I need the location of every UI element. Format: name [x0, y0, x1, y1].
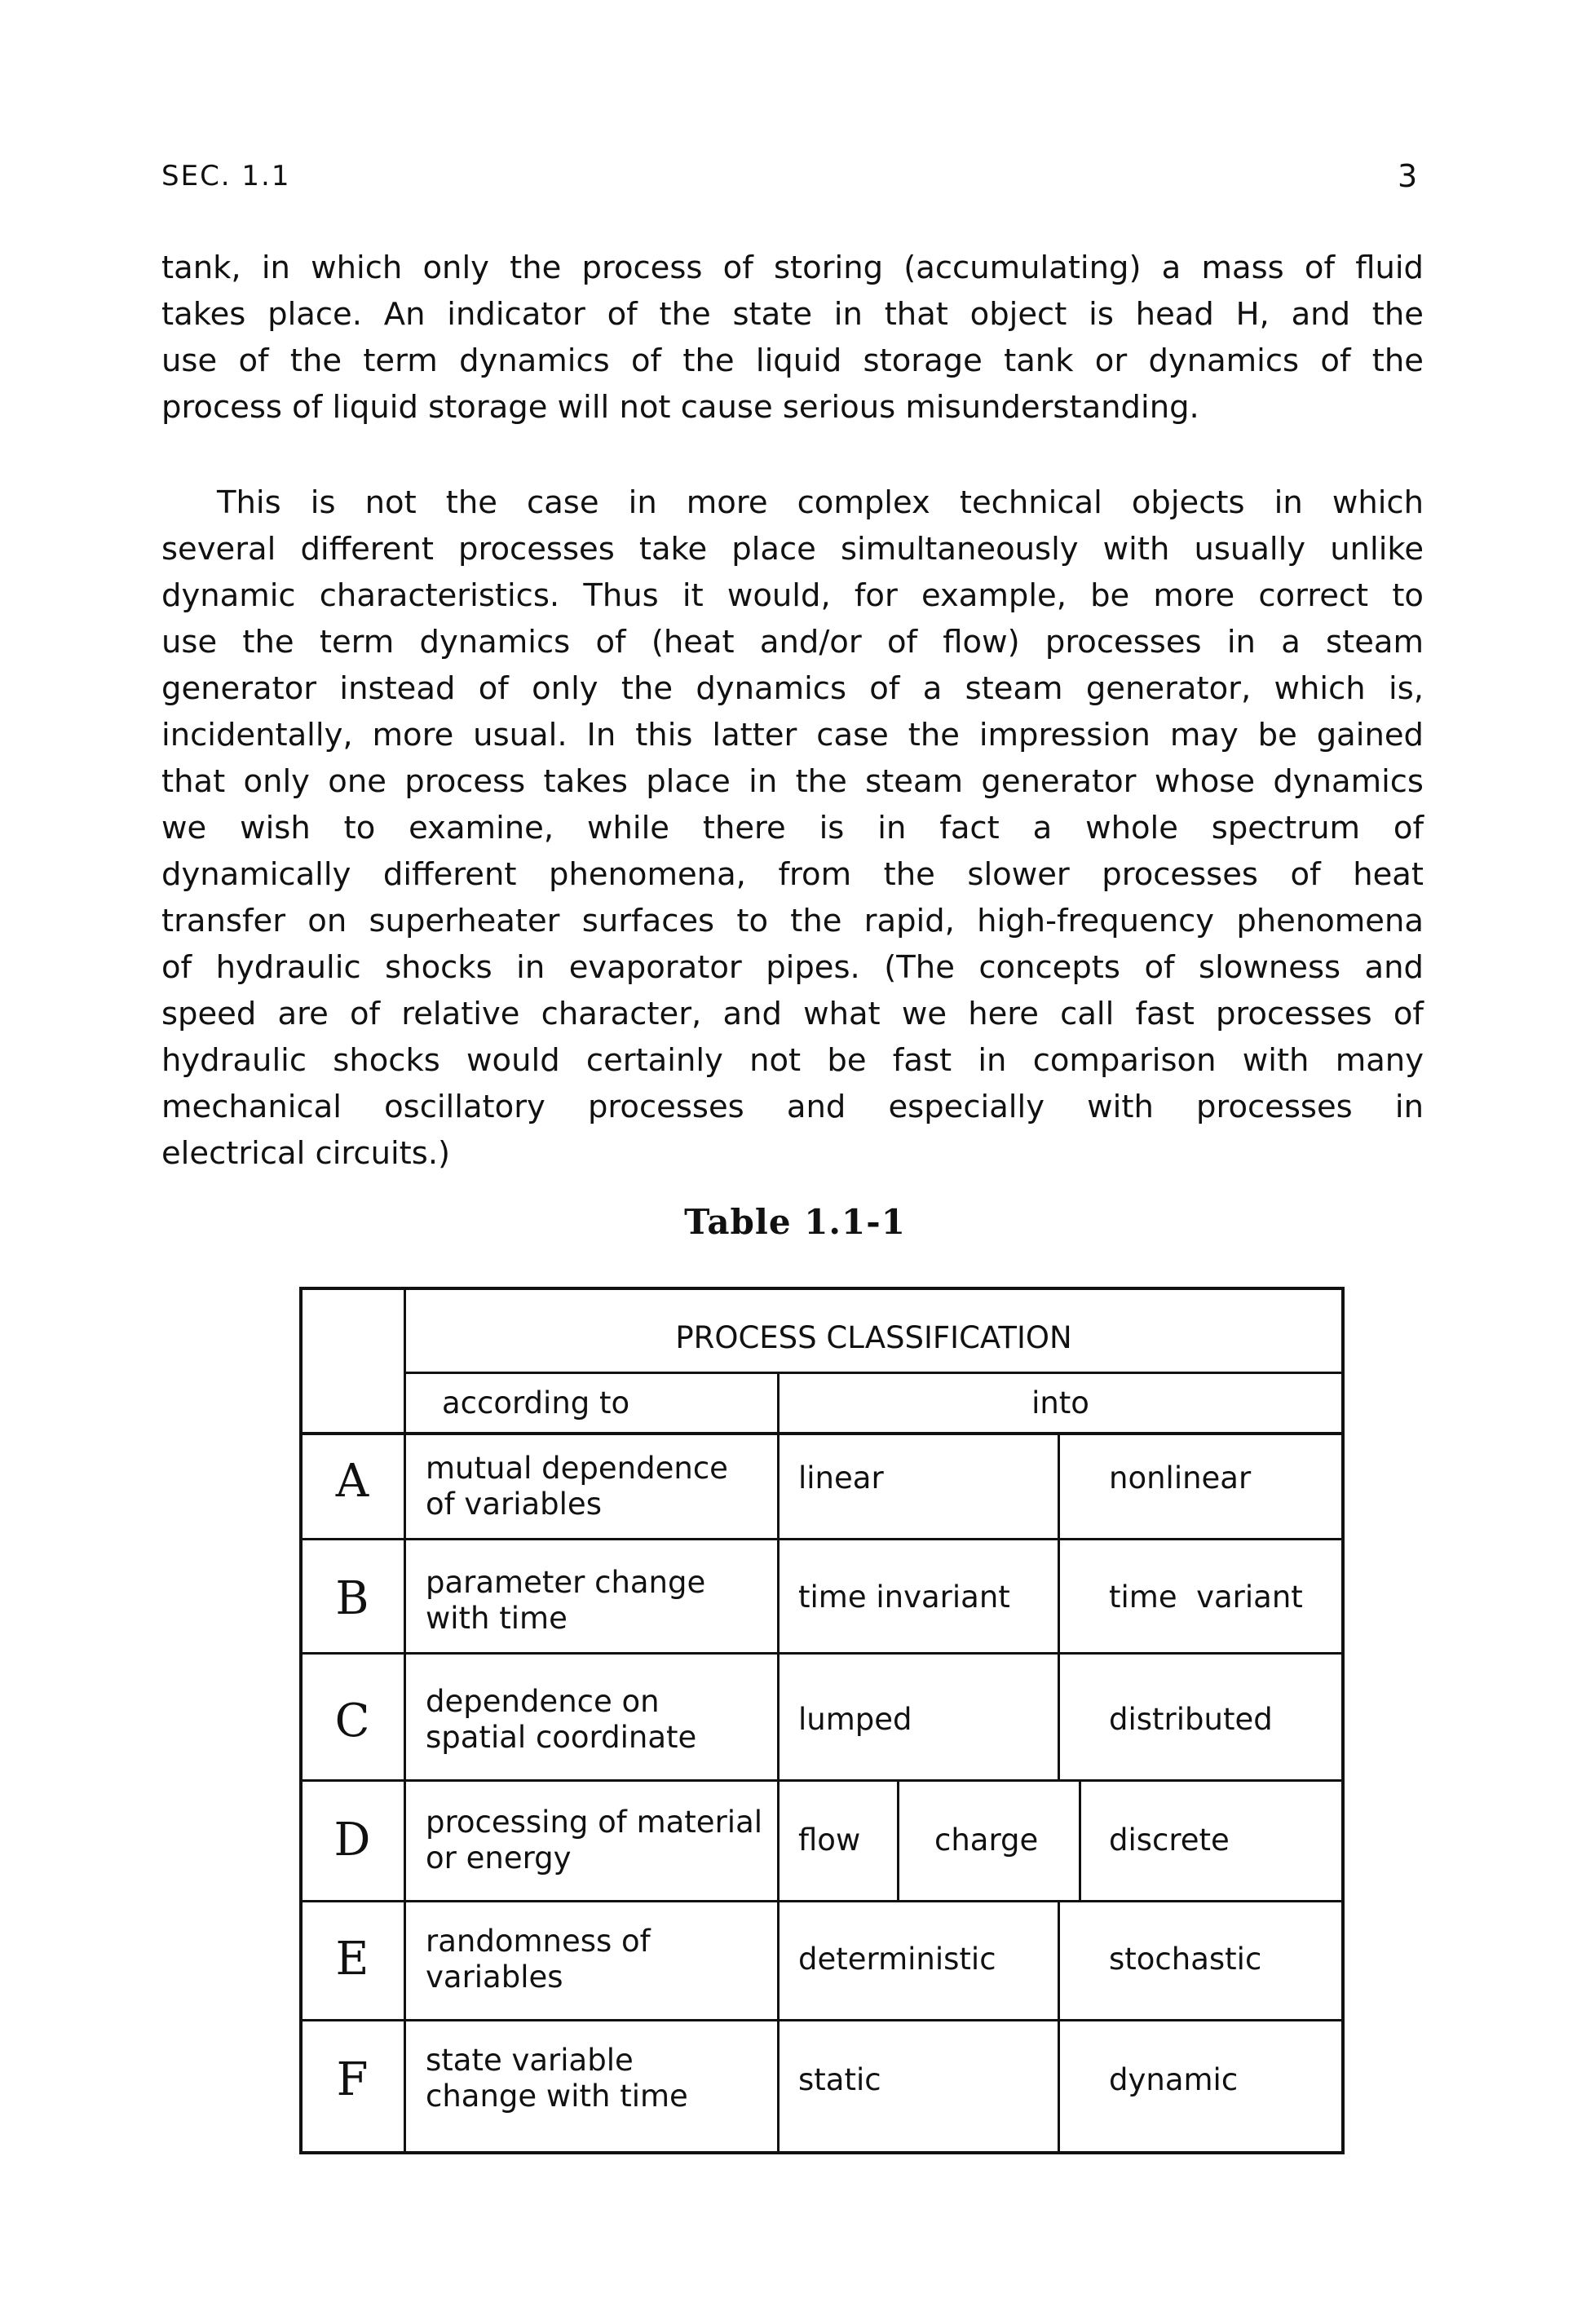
column-header-according: according to	[442, 1385, 630, 1420]
table-row-rule	[299, 1538, 1345, 1540]
classification-table	[299, 1287, 1345, 2154]
text-line: mechanical oscillatory processes and especially with processes in	[161, 1089, 1424, 1125]
text-line: hydraulic shocks would certainly not be fast in comparison with many	[161, 1042, 1424, 1079]
table-divider-values	[1058, 1432, 1060, 1781]
table-rule-heading	[404, 1372, 1345, 1374]
class-value: time variant	[1109, 1580, 1303, 1615]
table-border-bottom	[299, 2151, 1345, 2154]
text-line: several different processes take place simultaneously with usually unlike	[161, 531, 1424, 568]
paragraph-1	[161, 245, 1424, 431]
table-rule-header-bottom	[299, 1432, 1345, 1435]
table-border-top	[299, 1287, 1345, 1290]
text-line: transfer on superheater surfaces to the rapid, high-frequency phenomena	[161, 903, 1424, 939]
table-border-right	[1341, 1287, 1345, 2154]
text-line: process of liquid storage will not cause serious misunderstanding.	[161, 389, 1199, 426]
table-divider-into	[777, 1372, 780, 2154]
page-header-section: SEC. 1.1	[161, 160, 291, 192]
row-letter: C	[334, 1694, 370, 1747]
text-line: speed are of relative character, and what we here call fast processes of	[161, 996, 1424, 1032]
criterion-line: or energy	[426, 1840, 572, 1876]
row-letter: D	[333, 1814, 371, 1867]
table-heading: PROCESS CLASSIFICATION	[675, 1320, 1072, 1355]
text-line: use the term dynamics of (heat and/or of flow) processes in a steam	[161, 624, 1424, 661]
class-value: dynamic	[1109, 2062, 1239, 2097]
criterion-line: state variable	[426, 2043, 634, 2078]
table-divider-row-d	[1079, 1779, 1081, 1902]
class-value: nonlinear	[1109, 1460, 1252, 1496]
text-line: dynamically different phenomena, from the slower processes of heat	[161, 856, 1424, 893]
text-line: that only one process takes place in the steam generator whose dynamics	[161, 763, 1424, 800]
criterion-line: parameter change	[426, 1565, 706, 1600]
class-value: time invariant	[798, 1580, 1010, 1615]
row-letter: F	[336, 2053, 369, 2106]
criterion-line: randomness of	[426, 1924, 651, 1959]
table-row-rule	[299, 1652, 1345, 1655]
criterion-line: with time	[426, 1601, 568, 1636]
row-letter: B	[335, 1572, 369, 1625]
class-value: distributed	[1109, 1702, 1273, 1737]
row-letter: E	[335, 1933, 369, 1986]
table-title: Table 1.1-1	[684, 1202, 906, 1242]
class-value: lumped	[798, 1702, 912, 1737]
text-line: we wish to examine, while there is in fact a whole spectrum of	[161, 810, 1424, 846]
criterion-line: processing of material	[426, 1805, 763, 1840]
table-divider-values	[1058, 1900, 1060, 2154]
criterion-line: variables	[426, 1959, 563, 1995]
criterion-line: change with time	[426, 2079, 688, 2114]
class-value: deterministic	[798, 1942, 996, 1977]
table-row-rule	[299, 1779, 1345, 1782]
text-line: electrical circuits.)	[161, 1135, 451, 1172]
text-line: dynamic characteristics. Thus it would, for example, be more correct to	[161, 577, 1424, 614]
text-line: tank, in which only the process of storing (accumulating) a mass of fluid	[161, 250, 1424, 286]
criterion-line: mutual dependence	[426, 1451, 728, 1486]
text-line: takes place. An indicator of the state in that object is head H, and the	[161, 296, 1424, 333]
table-row-rule	[299, 1900, 1345, 1902]
class-value: linear	[798, 1460, 884, 1496]
criterion-line: of variables	[426, 1487, 602, 1522]
text-line: of hydraulic shocks in evaporator pipes. (The concepts of slowness and	[161, 949, 1424, 986]
paragraph-2	[161, 479, 1424, 1177]
text-line: use of the term dynamics of the liquid storage tank or dynamics of the	[161, 342, 1424, 379]
criterion-line: spatial coordinate	[426, 1720, 697, 1755]
table-row-rule	[299, 2019, 1345, 2021]
class-value: charge	[934, 1823, 1039, 1858]
text-line: This is not the case in more complex technical objects in which	[217, 484, 1424, 521]
class-value: flow	[798, 1823, 861, 1858]
row-letter: A	[335, 1455, 369, 1508]
criterion-line: dependence on	[426, 1684, 660, 1719]
table-divider-row-d	[897, 1779, 899, 1902]
class-value: discrete	[1109, 1823, 1230, 1858]
column-header-into: into	[1031, 1385, 1089, 1420]
page-number: 3	[1398, 158, 1418, 194]
text-line: incidentally, more usual. In this latter case the impression may be gained	[161, 717, 1424, 753]
class-value: stochastic	[1109, 1942, 1262, 1977]
text-line: generator instead of only the dynamics of a steam generator, which is,	[161, 670, 1424, 707]
class-value: static	[798, 2062, 881, 2097]
